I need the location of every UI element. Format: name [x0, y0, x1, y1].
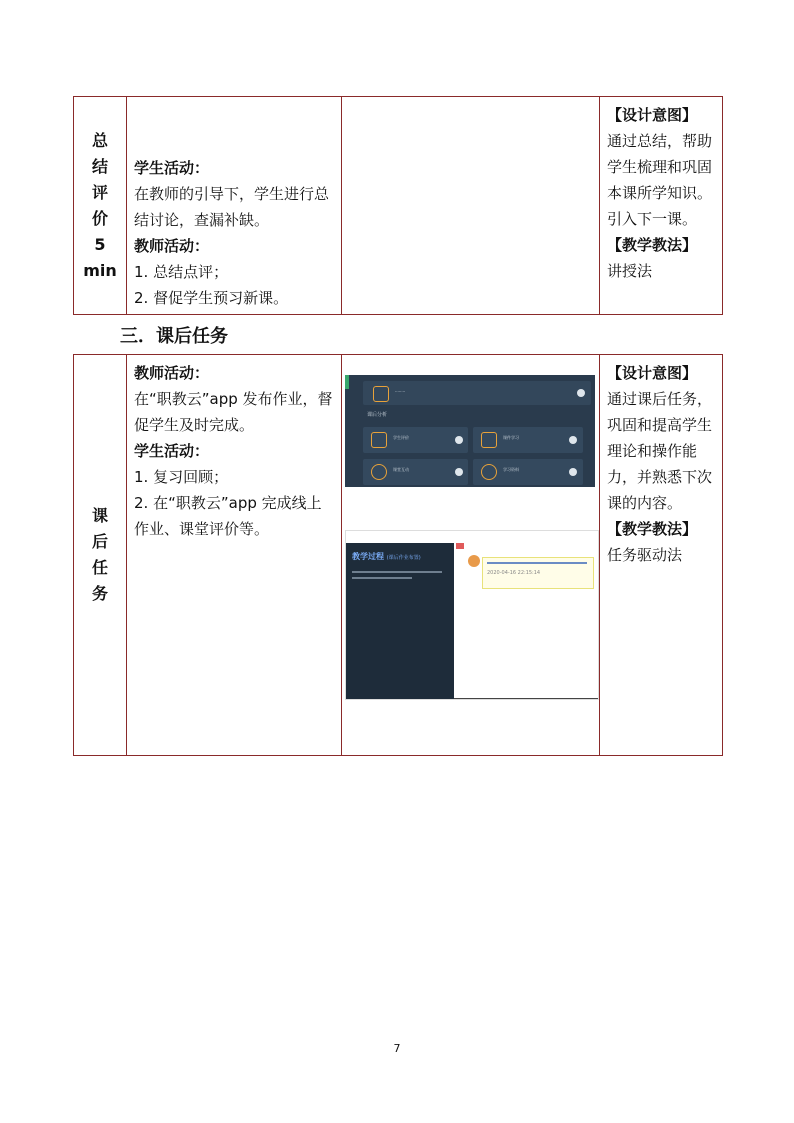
teacher-heading: 教师活动：: [134, 237, 210, 255]
app-screenshot-assignment: [345, 530, 599, 700]
design-cell: [600, 355, 723, 756]
section-title: 三．课后任务: [120, 326, 228, 347]
method-heading: 【教学教法】: [607, 236, 698, 254]
category-char: 结: [91, 156, 108, 176]
card-label: 学生评价: [393, 435, 409, 440]
analysis-label: 课后分析: [367, 412, 388, 418]
student-item: 1. 复习回顾；: [134, 468, 229, 486]
page-number: 7: [393, 1042, 401, 1055]
student-heading: 学生活动：: [134, 159, 210, 177]
teacher-text: 在“职教云”app 发布作业，督促学生及时完成。: [134, 390, 333, 434]
category-char: 5: [94, 234, 106, 254]
teacher-heading: 教师活动：: [134, 364, 210, 382]
teacher-item: 2. 督促学生预习新课。: [134, 289, 289, 307]
card-label: 课件学习: [503, 435, 519, 440]
category-char: 课: [91, 506, 108, 525]
method-heading: 【教学教法】: [607, 520, 698, 538]
method-text: 讲授法: [607, 262, 653, 280]
method-text: 任务驱动法: [607, 546, 683, 564]
process-panel: [346, 543, 454, 699]
activities-cell: [127, 355, 342, 756]
category-cell: [74, 97, 127, 315]
student-text: 在教师的引导下，学生进行总结讨论，查漏补缺。: [134, 185, 330, 229]
category-cell: [74, 355, 127, 756]
student-heading: 学生活动：: [134, 442, 210, 460]
card-label: 课堂互动: [393, 467, 409, 472]
card-label: 学习资料: [503, 467, 519, 472]
design-cell: [600, 97, 723, 315]
intent-heading: 【设计意图】: [607, 364, 698, 382]
student-item: 2. 在“职教云”app 完成线上作业、课堂评价等。: [134, 494, 322, 538]
category-char: 后: [91, 532, 108, 551]
task-time: 2020-04-16 22:15:14: [487, 570, 541, 576]
panel-sub: (课后作业布置): [386, 555, 421, 561]
app-screenshot-analysis: ········ 课后分析 学生评价 课件学习 课堂互动 学习资料: [345, 375, 595, 487]
category-char: 务: [91, 584, 108, 603]
category-char: 总: [91, 130, 108, 150]
after-class-table: [73, 354, 723, 756]
category-char: 评: [91, 182, 108, 202]
category-char: 价: [91, 208, 108, 228]
intent-text: 通过总结，帮助学生梳理和巩固本课所学知识。引入下一课。: [607, 132, 713, 228]
panel-title: 教学过程: [352, 552, 384, 561]
activities-cell: [127, 97, 342, 315]
media-cell: [342, 355, 600, 756]
intent-text: 通过课后任务，巩固和提高学生理论和操作能力，并熟悉下次课的内容。: [607, 390, 713, 512]
teacher-item: 1. 总结点评；: [134, 263, 229, 281]
media-cell: [342, 97, 600, 315]
summary-table: [73, 96, 723, 315]
intent-heading: 【设计意图】: [607, 106, 698, 124]
category-char: 任: [91, 558, 108, 577]
category-char: min: [83, 260, 117, 280]
